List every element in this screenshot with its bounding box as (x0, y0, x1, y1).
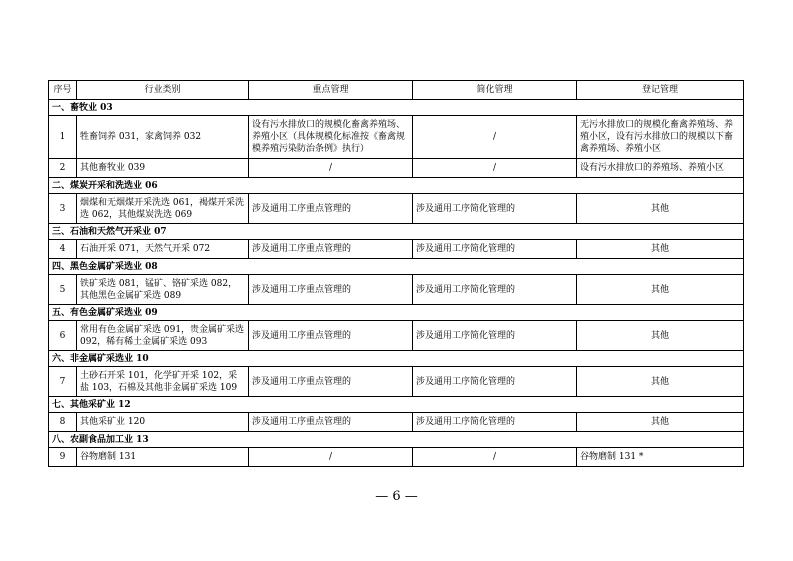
section-row (49, 178, 744, 194)
header-seq: 序号 (49, 81, 77, 100)
cell-key-management: 涉及通用工序重点管理的 (249, 275, 413, 305)
classification-table (48, 80, 744, 467)
section-title: 七、其他采矿业 12 (49, 397, 744, 413)
cell-seq: 4 (49, 240, 77, 259)
cell-registration-management: 其他 (577, 321, 744, 351)
section-row (49, 432, 744, 448)
table-row (49, 275, 744, 305)
cell-key-management: 涉及通用工序重点管理的 (249, 240, 413, 259)
cell-key-management: 涉及通用工序重点管理的 (249, 413, 413, 432)
cell-simplified-management: / (413, 116, 577, 159)
section-title: 三、石油和天然气开采业 07 (49, 224, 744, 240)
cell-key-management: 涉及通用工序重点管理的 (249, 321, 413, 351)
section-title: 一、畜牧业 03 (49, 100, 744, 116)
section-title: 八、农副食品加工业 13 (49, 432, 744, 448)
header-key-management: 重点管理 (249, 81, 413, 100)
cell-seq: 8 (49, 413, 77, 432)
section-row (49, 305, 744, 321)
cell-industry: 常用有色金属矿采选 091，贵金属矿采选 092，稀有稀土金属矿采选 093 (77, 321, 249, 351)
cell-seq: 7 (49, 367, 77, 397)
cell-simplified-management: / (413, 159, 577, 178)
table-row (49, 194, 744, 224)
cell-registration-management: 设有污水排放口的养殖场、养殖小区 (577, 159, 744, 178)
section-title: 二、煤炭开采和洗选业 06 (49, 178, 744, 194)
section-row (49, 259, 744, 275)
cell-registration-management: 其他 (577, 194, 744, 224)
cell-seq: 6 (49, 321, 77, 351)
cell-industry: 牲畜饲养 031，家禽饲养 032 (77, 116, 249, 159)
table-row (49, 413, 744, 432)
cell-industry: 土砂石开采 101，化学矿开采 102，采盐 103，石棉及其他非金属矿采选 109 (77, 367, 249, 397)
table-row (49, 116, 744, 159)
cell-registration-management: 谷物磨制 131 * (577, 448, 744, 467)
cell-key-management: 涉及通用工序重点管理的 (249, 367, 413, 397)
table-row (49, 159, 744, 178)
cell-registration-management: 无污水排放口的规模化畜禽养殖场、养殖小区，设有污水排放口的规模以下畜禽养殖场、养殖小区 (577, 116, 744, 159)
section-title: 四、黑色金属矿采选业 08 (49, 259, 744, 275)
cell-seq: 3 (49, 194, 77, 224)
cell-seq: 2 (49, 159, 77, 178)
cell-registration-management: 其他 (577, 413, 744, 432)
cell-simplified-management: 涉及通用工序简化管理的 (413, 194, 577, 224)
cell-industry: 烟煤和无烟煤开采洗选 061，褐煤开采洗选 062，其他煤炭洗选 069 (77, 194, 249, 224)
cell-simplified-management: 涉及通用工序简化管理的 (413, 413, 577, 432)
cell-industry: 石油开采 071，天然气开采 072 (77, 240, 249, 259)
section-row (49, 224, 744, 240)
cell-industry: 其他畜牧业 039 (77, 159, 249, 178)
cell-key-management: / (249, 448, 413, 467)
section-title: 六、非金属矿采选业 10 (49, 351, 744, 367)
section-row (49, 351, 744, 367)
cell-industry: 铁矿采选 081，锰矿、铬矿采选 082，其他黑色金属矿采选 089 (77, 275, 249, 305)
cell-simplified-management: 涉及通用工序简化管理的 (413, 321, 577, 351)
cell-key-management: / (249, 159, 413, 178)
table-body (49, 100, 744, 467)
page-number: — 6 — (375, 489, 418, 504)
table-row (49, 321, 744, 351)
cell-industry: 谷物磨制 131 (77, 448, 249, 467)
cell-industry: 其他采矿业 120 (77, 413, 249, 432)
cell-key-management: 涉及通用工序重点管理的 (249, 194, 413, 224)
header-row (49, 81, 744, 100)
cell-registration-management: 其他 (577, 367, 744, 397)
header-registration-management: 登记管理 (577, 81, 744, 100)
cell-key-management: 设有污水排放口的规模化畜禽养殖场、养殖小区（具体规模化标准按《畜禽规模养殖污染防治条例》执行） (249, 116, 413, 159)
cell-simplified-management: 涉及通用工序简化管理的 (413, 367, 577, 397)
table-row (49, 367, 744, 397)
cell-seq: 9 (49, 448, 77, 467)
table-row (49, 448, 744, 467)
cell-seq: 1 (49, 116, 77, 159)
header-simplified-management: 简化管理 (413, 81, 577, 100)
cell-registration-management: 其他 (577, 240, 744, 259)
header-industry: 行业类别 (77, 81, 249, 100)
section-row (49, 100, 744, 116)
section-row (49, 397, 744, 413)
cell-simplified-management: / (413, 448, 577, 467)
table-row (49, 240, 744, 259)
section-title: 五、有色金属矿采选业 09 (49, 305, 744, 321)
cell-simplified-management: 涉及通用工序简化管理的 (413, 275, 577, 305)
cell-registration-management: 其他 (577, 275, 744, 305)
cell-simplified-management: 涉及通用工序简化管理的 (413, 240, 577, 259)
cell-seq: 5 (49, 275, 77, 305)
